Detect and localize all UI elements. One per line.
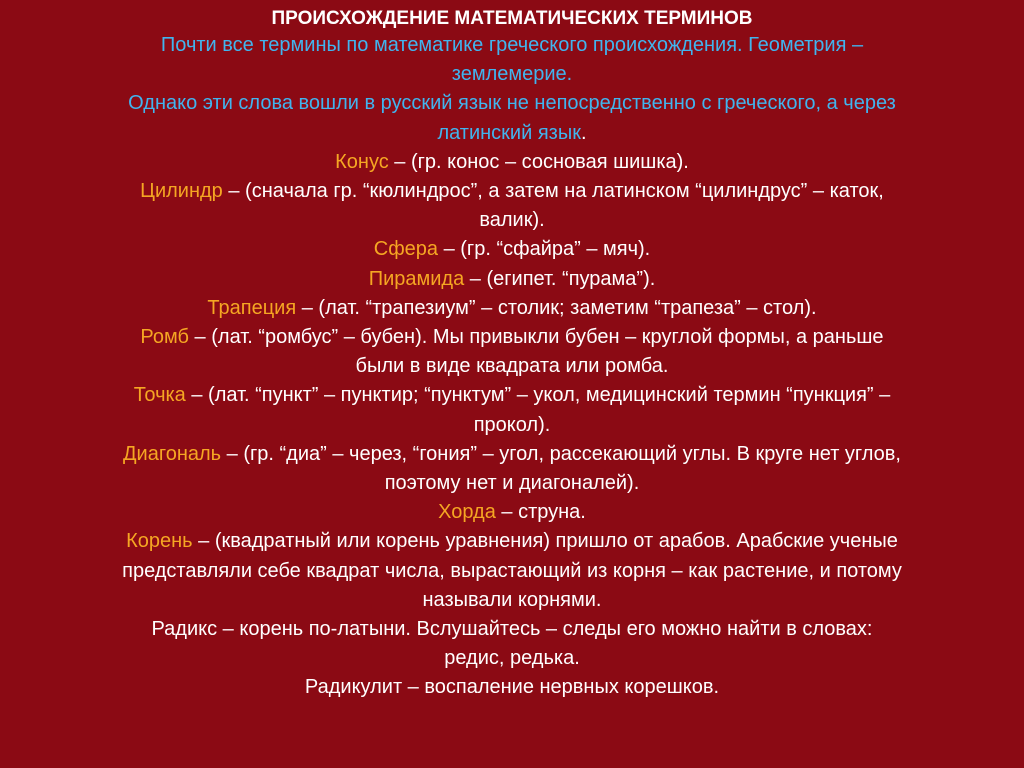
term-definition: представляли себе квадрат числа, вырастающий из корня – как растение, и потому <box>122 559 902 582</box>
entry-romb-cont <box>8 352 1016 381</box>
term-label: Диагональ <box>123 442 222 465</box>
entry-koren <box>8 527 1016 556</box>
term-definition: поэтому нет и диагоналей). <box>384 472 640 495</box>
entry-tochka-cont <box>8 411 1016 440</box>
intro-line-3 <box>8 89 1016 118</box>
intro-text: Почти все термины по математике греческого происхождения. Геометрия – <box>160 34 864 56</box>
entry-diagonal <box>8 440 1016 469</box>
term-label: Точка <box>133 384 186 407</box>
entry-tochka <box>8 381 1016 410</box>
intro-line-2 <box>8 60 1016 89</box>
entry-koren-cont-1 <box>8 557 1016 586</box>
outro-line-2: редис, редька. <box>444 647 580 670</box>
entry-sfera <box>8 235 1016 264</box>
intro-text: латинский язык <box>437 121 581 144</box>
term-definition: – (гр. “диа” – через, “гония” – угол, рассекающий углы. В круге нет углов, <box>221 442 901 465</box>
term-definition: прокол). <box>473 413 551 436</box>
outro-line-3: Радикулит – воспаление нервных корешков. <box>304 676 720 699</box>
entry-diagonal-cont <box>8 469 1016 498</box>
intro-text: Однако эти слова вошли в русский язык не непосредственно с греческого, а через <box>128 92 896 115</box>
term-label: Цилиндр <box>140 180 223 203</box>
term-definition: – (египет. “пурама”). <box>464 267 656 290</box>
entry-piramida <box>8 265 1016 294</box>
entry-horda <box>8 498 1016 527</box>
entry-cilindr-cont <box>8 206 1016 235</box>
term-definition: – (лат. “ромбус” – бубен). Мы привыкли бубен – круглой формы, а раньше <box>189 326 884 349</box>
term-definition: – (лат. “пункт” – пунктир; “пунктум” – укол, медицинский термин “пункция” – <box>185 384 891 407</box>
intro-text: землемерие. <box>451 63 573 86</box>
entry-cilindr <box>8 177 1016 206</box>
term-definition: – струна. <box>495 501 586 524</box>
intro-line-4 <box>8 119 1016 148</box>
entry-romb <box>8 323 1016 352</box>
entry-trapeciya <box>8 294 1016 323</box>
term-label: Ромб <box>140 326 189 349</box>
term-label: Корень <box>126 530 193 553</box>
term-definition: – (сначала гр. “кюлиндрос”, а затем на латинском “цилиндрус” – каток, <box>222 180 884 203</box>
term-definition: были в виде квадрата или ромба. <box>355 355 669 378</box>
term-definition: – (квадратный или корень уравнения) пришло от арабов. Арабские ученые <box>192 530 898 553</box>
entry-konus <box>8 148 1016 177</box>
term-label: Трапеция <box>207 296 297 319</box>
term-label: Сфера <box>373 238 439 261</box>
term-label: Пирамида <box>368 267 465 290</box>
term-definition: валик). <box>479 209 545 232</box>
term-definition: – (гр. конос – сосновая шишка). <box>388 150 689 173</box>
term-definition: – (лат. “трапезиум” – столик; заметим “трапеза” – стол). <box>296 296 817 319</box>
outro-line-1: Радикс – корень по-латыни. Вслушайтесь – следы его можно найти в словах: <box>151 618 873 641</box>
intro-line-1 <box>8 31 1016 60</box>
entry-koren-cont-2 <box>8 586 1016 615</box>
term-label: Хорда <box>438 501 496 524</box>
term-label: Конус <box>335 150 389 173</box>
term-definition: называли корнями. <box>422 588 602 611</box>
intro-tail: . <box>580 121 587 144</box>
slide-title: ПРОИСХОЖДЕНИЕ МАТЕМАТИЧЕСКИХ ТЕРМИНОВ <box>271 8 753 29</box>
term-definition: – (гр. “сфайра” – мяч). <box>438 238 651 261</box>
